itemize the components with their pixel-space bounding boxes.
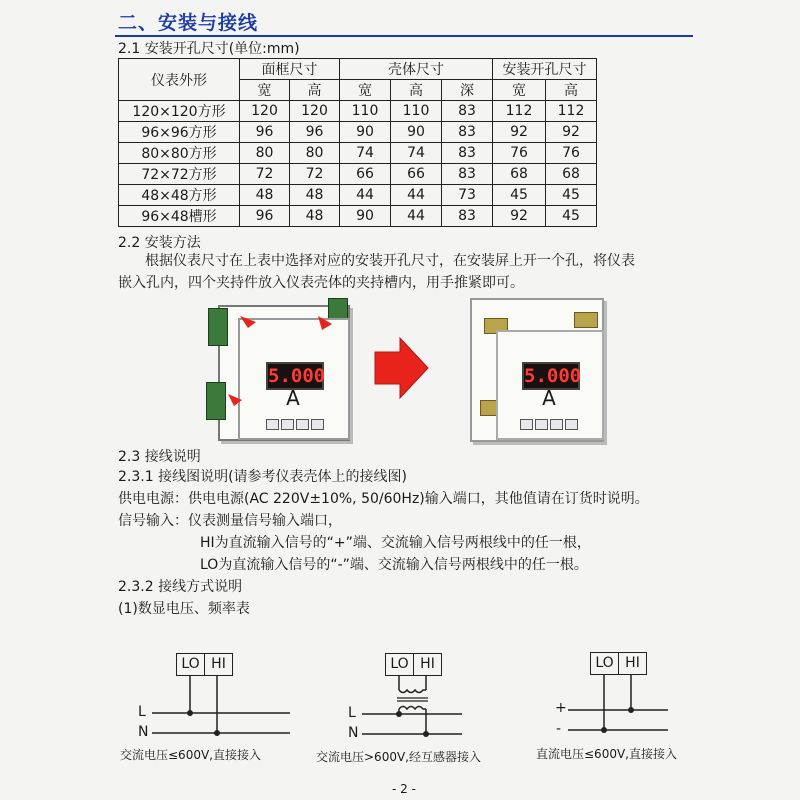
value-cell: 74 [340, 143, 391, 164]
hi-terminal-text: HI为直流输入信号的“+”端、交流输入信号两根线中的任一根， [200, 535, 591, 551]
value-cell: 66 [340, 164, 391, 185]
meter-display-2: 5.000 [522, 362, 580, 390]
value-cell: 48 [290, 185, 340, 206]
shape-cell: 96×48槽形 [119, 206, 240, 227]
section-2-3-title: 2.3 接线说明 [118, 449, 201, 465]
shape-cell: 72×72方形 [119, 164, 240, 185]
install-text-line-2: 嵌入孔内，四个夹持件放入仪表壳体的夹持槽内，用手推紧即可。 [118, 275, 524, 291]
value-cell: 96 [240, 206, 290, 227]
value-cell: 44 [391, 206, 442, 227]
header-cutout: 安装开孔尺寸 [493, 59, 597, 80]
subsection-voltage-frequency: (1)数显电压、频率表 [118, 601, 250, 617]
value-cell: 92 [546, 122, 597, 143]
value-cell: 44 [340, 185, 391, 206]
wire-label-minus: - [556, 721, 562, 737]
value-cell: 76 [493, 143, 546, 164]
value-cell: 83 [442, 101, 493, 122]
value-cell: 110 [340, 101, 391, 122]
value-cell: 90 [340, 206, 391, 227]
terminal-lo: LO [385, 653, 414, 676]
value-cell: 90 [340, 122, 391, 143]
subheader-cell: 深 [442, 80, 493, 101]
value-cell: 72 [290, 164, 340, 185]
shape-cell: 80×80方形 [119, 143, 240, 164]
header-shell: 壳体尺寸 [340, 59, 493, 80]
terminal-hi: HI [204, 653, 233, 676]
value-cell: 120 [290, 101, 340, 122]
value-cell: 66 [391, 164, 442, 185]
value-cell: 92 [493, 206, 546, 227]
caption-ac-transformer: 交流电压>600V,经互感器接入 [316, 750, 481, 764]
value-cell: 68 [493, 164, 546, 185]
value-cell: 45 [546, 185, 597, 206]
terminal-hi: HI [413, 653, 442, 676]
push-arrow-icon [318, 316, 332, 330]
terminal-lo: LO [176, 653, 205, 676]
value-cell: 48 [290, 206, 340, 227]
value-cell: 120 [240, 101, 290, 122]
value-cell: 92 [493, 122, 546, 143]
power-supply-text: 供电电源：供电电源(AC 220V±10%, 50/60Hz)输入端口，其他值请在订货时说明。 [118, 491, 649, 507]
value-cell: 80 [240, 143, 290, 164]
value-cell: 83 [442, 164, 493, 185]
value-cell: 110 [391, 101, 442, 122]
meter-unit-2: A [542, 386, 556, 410]
wiring-diagram-2 [362, 676, 462, 737]
terminal-hi: HI [618, 652, 647, 675]
value-cell: 72 [240, 164, 290, 185]
value-cell: 73 [442, 185, 493, 206]
value-cell: 48 [240, 185, 290, 206]
page-number: - 2 - [392, 782, 416, 796]
value-cell: 76 [546, 143, 597, 164]
wiring-diagram-1 [152, 676, 290, 736]
section-2-2-title: 2.2 安装方法 [118, 235, 201, 251]
meter-display-1: 5.000 [266, 362, 324, 390]
subheader-cell: 高 [391, 80, 442, 101]
wire-label-plus: + [555, 700, 567, 716]
big-red-arrow-icon [375, 338, 428, 398]
terminal-lo: LO [590, 652, 619, 675]
wire-label-l: L [138, 704, 146, 720]
wire-label-n: N [138, 724, 149, 740]
value-cell: 83 [442, 206, 493, 227]
lo-terminal-text: LO为直流输入信号的“-”端、交流输入信号两根线中的任一根。 [200, 557, 588, 573]
shape-cell: 48×48方形 [119, 185, 240, 206]
value-cell: 83 [442, 122, 493, 143]
transformer-coil-icon [399, 707, 426, 710]
caption-dc-direct: 直流电压≤600V,直接接入 [536, 747, 677, 761]
push-arrow-icon [228, 394, 242, 406]
wire-label-l: L [348, 705, 356, 721]
wiring-diagram-3 [568, 675, 668, 733]
value-cell: 96 [240, 122, 290, 143]
section-2-1-title: 2.1 安装开孔尺寸(单位:mm) [118, 41, 300, 57]
section-heading: 二、安装与接线 [118, 12, 259, 34]
value-cell: 83 [442, 143, 493, 164]
wire-label-n: N [348, 725, 359, 741]
caption-ac-direct: 交流电压≤600V,直接接入 [120, 748, 261, 762]
value-cell: 96 [290, 122, 340, 143]
value-cell: 112 [546, 101, 597, 122]
subheader-cell: 高 [290, 80, 340, 101]
subheader-cell: 宽 [340, 80, 391, 101]
header-shape: 仪表外形 [119, 59, 240, 101]
value-cell: 44 [391, 185, 442, 206]
shape-cell: 96×96方形 [119, 122, 240, 143]
value-cell: 68 [546, 164, 597, 185]
value-cell: 90 [391, 122, 442, 143]
signal-input-text: 信号输入：仪表测量信号输入端口， [118, 513, 342, 529]
shape-cell: 120×120方形 [119, 101, 240, 122]
subheader-cell: 高 [546, 80, 597, 101]
value-cell: 45 [546, 206, 597, 227]
install-text-line-1: 根据仪表尺寸在上表中选择对应的安装开孔尺寸，在安装屏上开一个孔，将仪表 [145, 253, 635, 269]
section-2-3-1-title: 2.3.1 接线图说明(请参考仪表壳体上的接线图) [118, 469, 407, 485]
subheader-cell: 宽 [240, 80, 290, 101]
push-arrow-icon [240, 316, 256, 328]
transformer-coil-icon [399, 690, 426, 693]
value-cell: 80 [290, 143, 340, 164]
meter-unit-1: A [286, 386, 300, 410]
section-2-3-2-title: 2.3.2 接线方式说明 [118, 579, 243, 595]
value-cell: 45 [493, 185, 546, 206]
header-frame: 面框尺寸 [240, 59, 340, 80]
value-cell: 112 [493, 101, 546, 122]
subheader-cell: 宽 [493, 80, 546, 101]
value-cell: 74 [391, 143, 442, 164]
